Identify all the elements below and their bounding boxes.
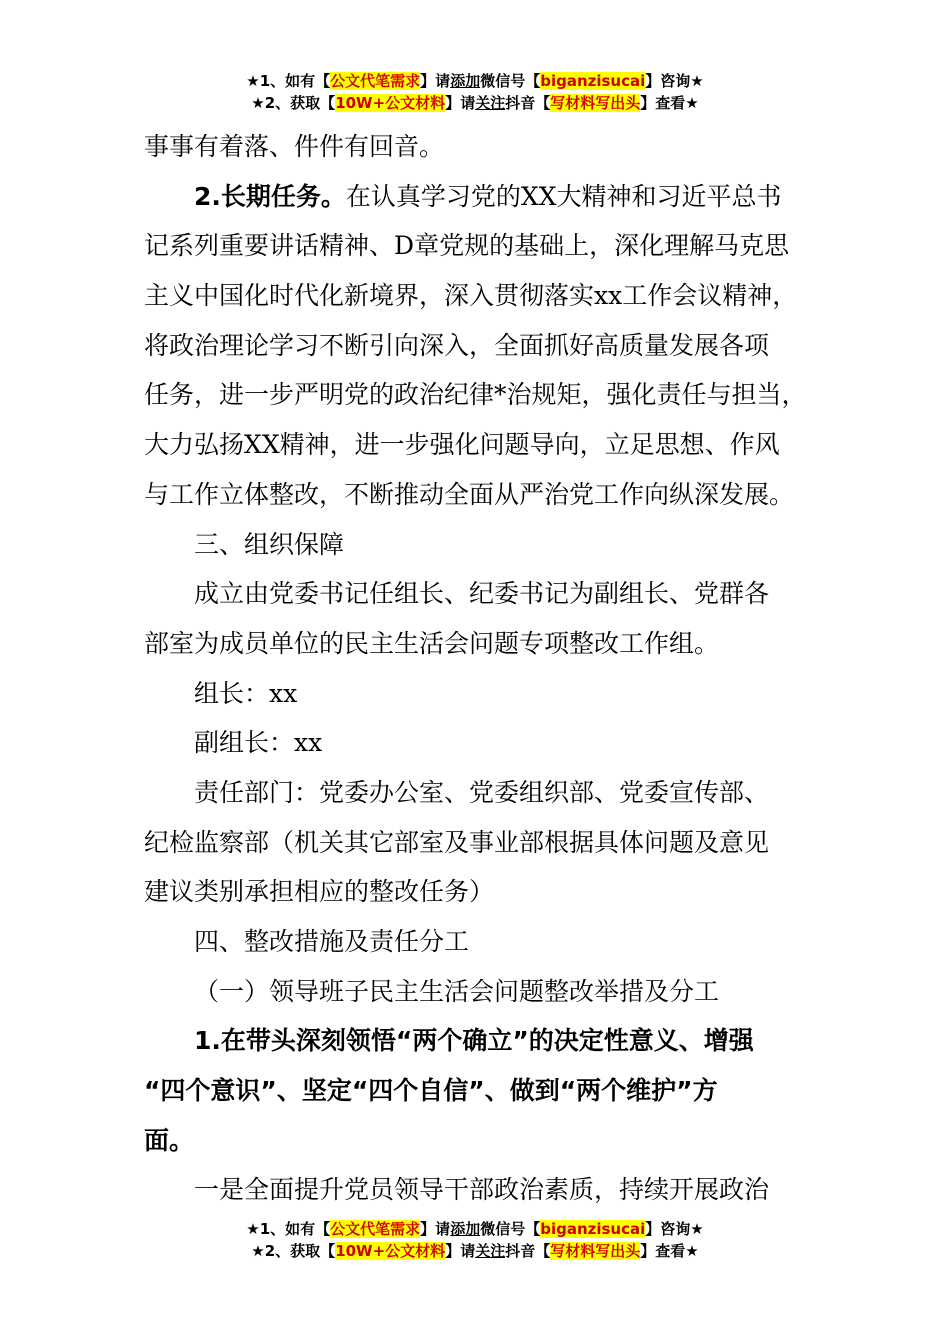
header-banner	[0, 70, 950, 114]
task-heading: 2.长期任务。	[194, 181, 346, 211]
douyin-id: 写材料写出头	[550, 94, 641, 112]
paragraph-line: 2.长期任务。在认真学习党的XX大精神和习近平总书	[194, 181, 782, 211]
footer-line-2: ★2、获取【10W+公文材料】请关注抖音【写材料写出头】查看★	[251, 1242, 699, 1260]
header-line-1: ★1、如有【公文代笔需求】请添加微信号【biganzisucai】咨询★	[246, 72, 704, 90]
paragraph-line: 任务，进一步严明党的政治纪律*治规矩，强化责任与担当，	[144, 380, 807, 410]
document-body	[144, 122, 812, 1215]
highlight-materials: 10W+公文材料	[335, 1242, 446, 1260]
highlight-materials: 10W+公文材料	[335, 94, 446, 112]
paragraph-line: 大力弘扬XX精神，进一步强化问题导向，立足思想、作风	[144, 430, 780, 460]
paragraph-line: 纪检监察部（机关其它部室及事业部根据具体问题及意见	[144, 827, 770, 857]
item-heading: “四个意识”、坚定“四个自信”、做到“两个维护”方	[144, 1076, 718, 1106]
paragraph-line: 责任部门：党委办公室、党委组织部、党委宣传部、	[194, 777, 770, 807]
paragraph-line: 与工作立体整改，不断推动全面从严治党工作向纵深发展。	[144, 479, 795, 509]
header-line-2: ★2、获取【10W+公文材料】请关注抖音【写材料写出头】查看★	[251, 94, 699, 112]
highlight-service: 公文代笔需求	[330, 72, 421, 90]
wechat-id: biganzisucai	[540, 72, 646, 90]
item-heading: 1.在带头深刻领悟“两个确立”的决定性意义、增强	[194, 1026, 754, 1056]
paragraph-line: 事事有着落、件件有回音。	[144, 132, 445, 161]
douyin-id: 写材料写出头	[550, 1242, 641, 1260]
footer-banner	[0, 1218, 950, 1262]
section-heading: 三、组织保障	[194, 529, 345, 559]
highlight-service: 公文代笔需求	[330, 1220, 421, 1238]
section-heading: 四、整改措施及责任分工	[194, 927, 470, 956]
item-heading: 面。	[144, 1125, 195, 1155]
paragraph-line: 建议类别承担相应的整改任务）	[144, 877, 495, 907]
wechat-id: biganzisucai	[540, 1220, 646, 1238]
paragraph-line: 一是全面提升党员领导干部政治素质，持续开展政治	[194, 1175, 770, 1205]
leader-line: 组长：xx	[194, 678, 298, 708]
deputy-leader-line: 副组长：xx	[194, 728, 323, 758]
paragraph-line: 将政治理论学习不断引向深入，全面抓好高质量发展各项	[144, 330, 770, 360]
paragraph-line: 成立由党委书记任组长、纪委书记为副组长、党群各	[194, 579, 770, 609]
footer-line-1: ★1、如有【公文代笔需求】请添加微信号【biganzisucai】咨询★	[246, 1220, 704, 1238]
paragraph-line: 记系列重要讲话精神、D章党规的基础上，深化理解马克思	[144, 231, 790, 261]
paragraph-line: 部室为成员单位的民主生活会问题专项整改工作组。	[144, 628, 720, 658]
paragraph-line: 主义中国化时代化新境界，深入贯彻落实xx工作会议精神，	[144, 281, 798, 311]
subsection-heading: （一）领导班子民主生活会问题整改举措及分工	[194, 976, 720, 1006]
